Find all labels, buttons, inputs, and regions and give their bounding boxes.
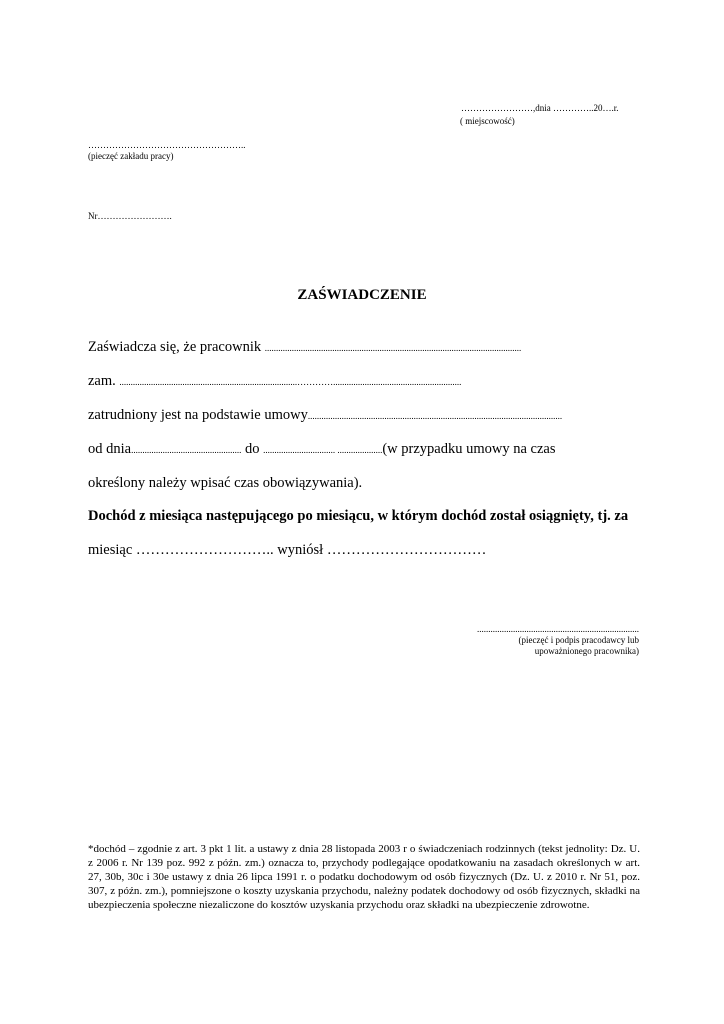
address-dots: ...............................................................................…………......................................................... (119, 377, 462, 387)
stamp-caption: (pieczęć zakładu pracy) (88, 151, 174, 161)
month-income-line: miesiąc ……………………….. wyniósł …………………………… (88, 542, 487, 558)
income-statement: Dochód z miesiąca następującego po miesiącu, w którym dochód został osiągnięty, tj. za (88, 508, 629, 524)
number-line: Nr……………………. (88, 211, 172, 221)
income-definition-footnote: *dochód – zgodnie z art. 3 pkt 1 lit. a ustawy z dnia 28 listopada 2003 r o świadczeniach rodzinnych (tekst jednolity: Dz. U. z 2006 r. Nr 139 poz. 992 z późn. zm.) oznacza to, przychody podlegające opodatkowaniu na zasadach określonych w art. 27, 30b, 30c i 30e ustawy z dnia 26 lipca 1991 r. o podatku dochodowym od osób fizycznych (Dz. U. z 2010 r. Nr 51, poz. 307, z późn. zm.), pomniejszone o koszty uzyskania przychodu, należny podatek dochodowy od osób fizycznych, składki na ubezpieczenia społeczne niezaliczone do kosztów uzyskania przychodu oraz składki na ubezpieczenie zdrowotne. (88, 843, 640, 911)
stamp-line: …………………………………………….. (88, 140, 246, 150)
contract-dots: ................................................................................................................. (307, 411, 563, 421)
place-caption: ( miejscowość) (460, 116, 515, 126)
signature-caption-2: upoważnionego pracownika) (534, 646, 639, 656)
employee-label: Zaświadcza się, że pracownik (88, 339, 262, 355)
body-line-4 (88, 440, 555, 459)
body-line-2 (88, 372, 461, 391)
signature-line: ........................................................................ (477, 624, 639, 634)
contract-type-note: (w przypadku umowy na czas (382, 441, 556, 457)
body-line-1 (88, 338, 521, 357)
to-dots: ................................ .................... (263, 445, 383, 455)
body-line-5: określony należy wpisać czas obowiązywania). (88, 475, 363, 491)
employee-dots: .................................................................................................................. (264, 343, 522, 353)
signature-caption-1: (pieczęć i podpis pracodawcy lub (518, 635, 639, 645)
address-label: zam. (88, 373, 116, 389)
to-label: do (244, 441, 260, 457)
from-label: od dnia (88, 441, 132, 457)
contract-label: zatrudniony jest na podstawie umowy (88, 407, 308, 423)
place-date-line: ……………………,dnia …………..20….r. (461, 103, 619, 113)
from-dots: ................................................. (131, 445, 242, 455)
body-line-3 (88, 406, 562, 425)
document-title: ZAŚWIADCZENIE (297, 287, 427, 303)
